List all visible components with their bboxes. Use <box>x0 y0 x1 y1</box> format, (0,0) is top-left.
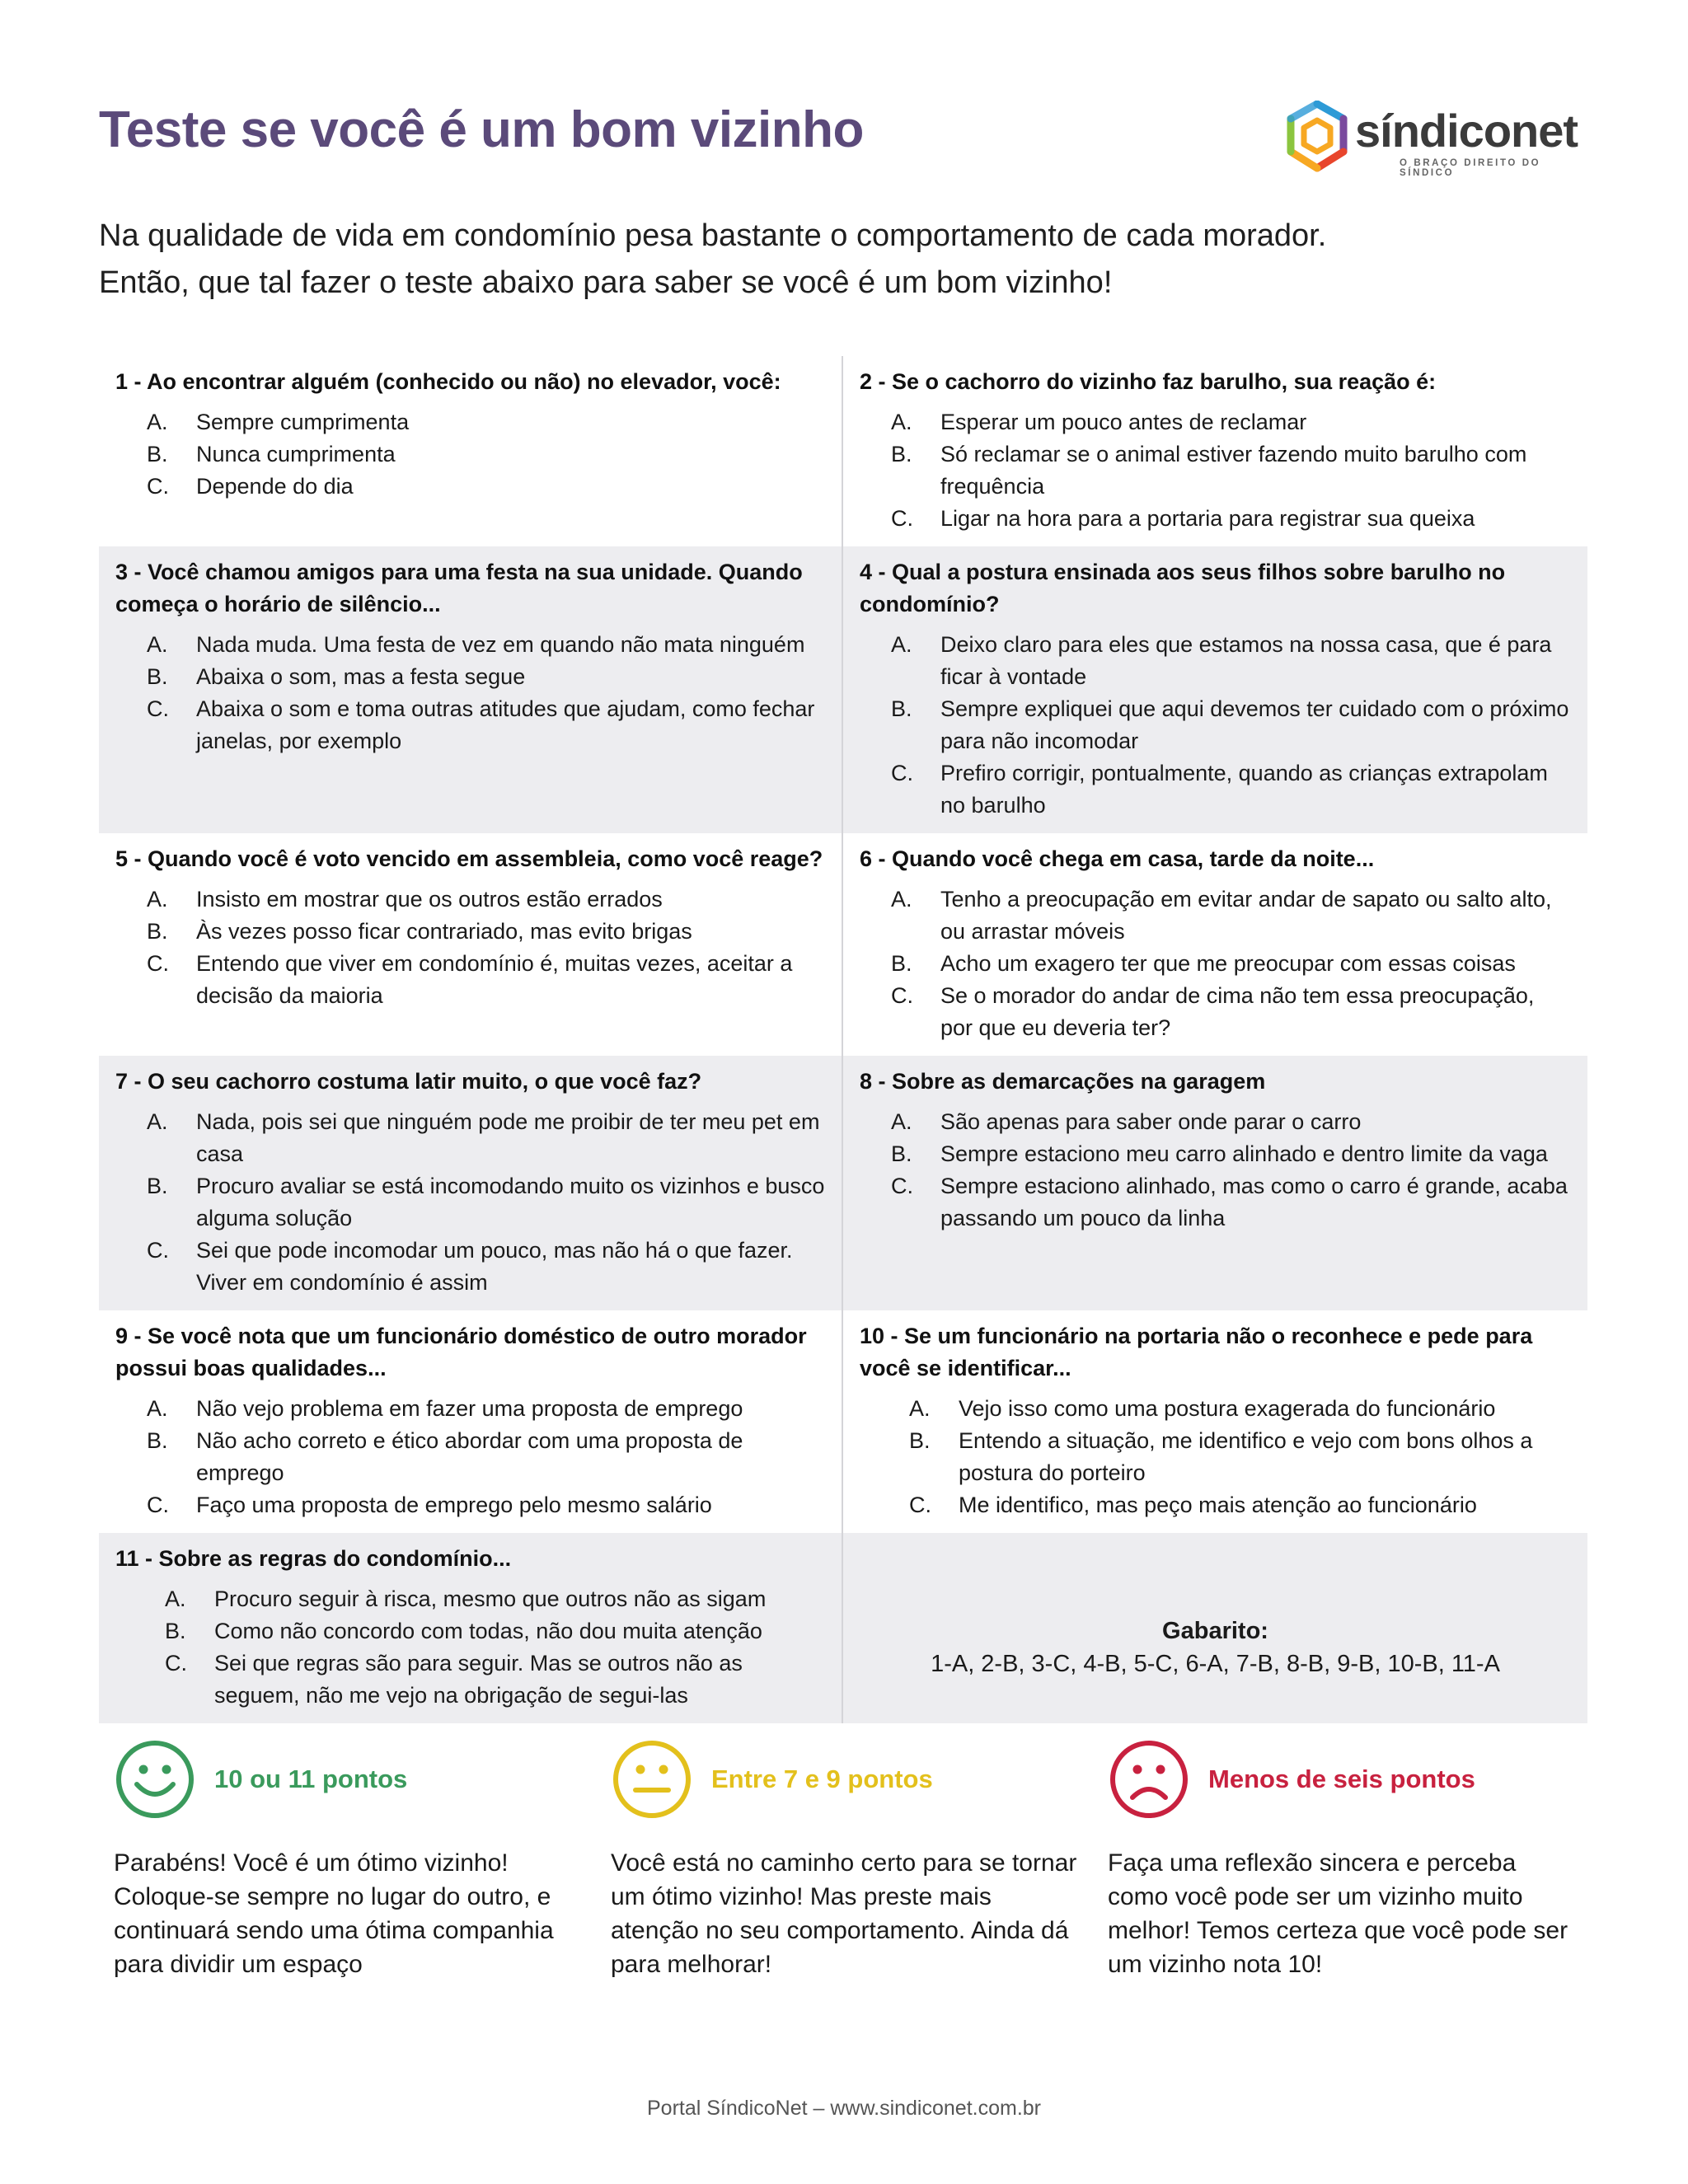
question-6 <box>843 833 1587 1056</box>
option-text: Entendo a situação, me identifico e vejo com bons olhos a postura do porteiro <box>959 1428 1533 1485</box>
option-letter: B. <box>147 442 168 466</box>
option-letter: B. <box>891 696 912 721</box>
option-text: Como não concordo com todas, não dou muita atenção <box>214 1619 762 1643</box>
option-text: Faço uma proposta de emprego pelo mesmo salário <box>196 1493 712 1517</box>
logo-name: síndiconet <box>1355 105 1578 157</box>
footer: Portal SíndicoNet – www.sindiconet.com.br <box>647 2097 1041 2120</box>
option-item <box>115 471 825 503</box>
option-text: Insisto em mostrar que os outros estão errados <box>196 887 663 912</box>
option-item <box>860 1393 1571 1425</box>
result-title: Menos de seis pontos <box>1208 1765 1475 1793</box>
result-mid <box>596 1734 1093 1981</box>
option-letter: B. <box>147 1174 168 1198</box>
options-list <box>115 1106 825 1299</box>
option-text: Não vejo problema em fazer uma proposta de emprego <box>196 1396 743 1421</box>
option-letter: C. <box>909 1493 931 1517</box>
question-text: 5 - Quando você é voto vencido em assembleia, como você reage? <box>115 846 823 871</box>
result-high <box>99 1734 596 1981</box>
option-letter: A. <box>891 887 912 912</box>
option-item <box>115 438 825 471</box>
question-text: 3 - Você chamou amigos para uma festa na sua unidade. Quando começa o horário de silêncio... <box>115 560 803 616</box>
options-list <box>860 406 1571 535</box>
option-letter: C. <box>891 983 913 1008</box>
option-text: Sei que regras são para seguir. Mas se outros não as seguem, não me vejo na obrigação de segui-las <box>214 1651 743 1708</box>
happy-face-icon <box>114 1738 196 1821</box>
option-letter: C. <box>147 951 169 976</box>
option-item <box>115 1489 825 1521</box>
option-letter: B. <box>147 1428 168 1453</box>
option-letter: B. <box>909 1428 931 1453</box>
hexagon-logo-icon <box>1286 101 1348 173</box>
question-2 <box>843 356 1587 546</box>
question-text: 1 - Ao encontrar alguém (conhecido ou não) no elevador, você: <box>115 369 781 394</box>
option-item <box>860 1170 1571 1235</box>
option-item <box>860 883 1571 948</box>
question-text: 6 - Quando você chega em casa, tarde da noite... <box>860 846 1375 871</box>
result-text: Você está no caminho certo para se tornar um ótimo vizinho! Mas preste mais atenção no seu comportamento. Ainda dá para melhorar! <box>611 1849 1077 1978</box>
question-10 <box>843 1310 1587 1533</box>
question-text: 8 - Sobre as demarcações na garagem <box>860 1069 1266 1094</box>
option-item <box>115 948 825 1012</box>
option-text: Abaixa o som, mas a festa segue <box>196 664 526 689</box>
option-text: Tenho a preocupação em evitar andar de sapato ou salto alto, ou arrastar móveis <box>940 887 1552 944</box>
option-item <box>115 1615 825 1647</box>
option-text: Prefiro corrigir, pontualmente, quando as crianças extrapolam no barulho <box>940 761 1548 818</box>
option-item <box>860 438 1571 503</box>
option-letter: A. <box>891 632 912 657</box>
option-item <box>860 980 1571 1044</box>
option-letter: B. <box>147 664 168 689</box>
option-text: Esperar um pouco antes de reclamar <box>940 410 1307 434</box>
page-title: Teste se você é um bom vizinho <box>99 101 864 158</box>
option-text: Me identifico, mas peço mais atenção ao funcionário <box>959 1493 1477 1517</box>
option-text: Só reclamar se o animal estiver fazendo muito barulho com frequência <box>940 442 1527 499</box>
question-8 <box>843 1056 1587 1310</box>
question-4 <box>843 546 1587 833</box>
option-text: Acho um exagero ter que me preocupar com essas coisas <box>940 951 1516 976</box>
result-text: Parabéns! Você é um ótimo vizinho! Coloque-se sempre no lugar do outro, e continuará sendo uma ótima companhia para dividir um espaço <box>114 1849 554 1978</box>
option-text: Deixo claro para eles que estamos na nossa casa, que é para ficar à vontade <box>940 632 1552 689</box>
result-low <box>1093 1734 1590 1981</box>
answer-key <box>843 1533 1587 1723</box>
intro-text <box>99 213 1582 307</box>
option-text: Depende do dia <box>196 474 354 499</box>
results-section <box>99 1734 1591 1981</box>
option-item <box>860 406 1571 438</box>
logo-tagline: O BRAÇO DIREITO DO SÍNDICO <box>1400 158 1541 178</box>
option-item <box>115 1583 825 1615</box>
option-letter: C. <box>147 1238 169 1263</box>
option-item <box>115 661 825 693</box>
question-text: 2 - Se o cachorro do vizinho faz barulho, sua reação é: <box>860 369 1437 394</box>
options-list <box>115 629 825 757</box>
option-item <box>860 629 1571 693</box>
option-item <box>115 1106 825 1170</box>
option-letter: A. <box>147 1109 168 1134</box>
option-item <box>115 693 825 757</box>
intro-line: Na qualidade de vida em condomínio pesa bastante o comportamento de cada morador. <box>99 218 1327 253</box>
option-text: Vejo isso como uma postura exagerada do funcionário <box>959 1396 1496 1421</box>
sindiconet-logo <box>1286 97 1582 180</box>
option-letter: A. <box>891 1109 912 1134</box>
option-letter: A. <box>147 887 168 912</box>
option-item <box>115 1425 825 1489</box>
options-list <box>860 1106 1571 1235</box>
options-list <box>860 629 1571 822</box>
option-letter: C. <box>147 1493 169 1517</box>
option-letter: C. <box>891 761 913 785</box>
option-text: Nada muda. Uma festa de vez em quando não mata ninguém <box>196 632 805 657</box>
question-text: 10 - Se um funcionário na portaria não o reconhece e pede para você se identificar... <box>860 1324 1533 1380</box>
option-letter: A. <box>147 632 168 657</box>
option-item <box>115 406 825 438</box>
option-letter: A. <box>147 410 168 434</box>
option-letter: C. <box>147 696 169 721</box>
option-text: Procuro seguir à risca, mesmo que outros não as sigam <box>214 1586 767 1611</box>
answer-key-title: Gabarito: <box>1162 1617 1268 1644</box>
question-text: 4 - Qual a postura ensinada aos seus filhos sobre barulho no condomínio? <box>860 560 1506 616</box>
option-letter: A. <box>165 1586 186 1611</box>
option-letter: C. <box>165 1651 187 1675</box>
option-text: Abaixa o som e toma outras atitudes que ajudam, como fechar janelas, por exemplo <box>196 696 815 753</box>
option-item <box>115 629 825 661</box>
option-letter: A. <box>909 1396 931 1421</box>
result-title: 10 ou 11 pontos <box>214 1765 408 1793</box>
option-text: Não acho correto e ético abordar com uma proposta de emprego <box>196 1428 743 1485</box>
option-item <box>860 1489 1571 1521</box>
question-9 <box>99 1310 843 1533</box>
question-text: 11 - Sobre as regras do condomínio... <box>115 1546 512 1571</box>
intro-line: Então, que tal fazer o teste abaixo para saber se você é um bom vizinho! <box>99 265 1113 300</box>
option-item <box>860 1138 1571 1170</box>
option-letter: C. <box>147 474 169 499</box>
option-item <box>115 1235 825 1299</box>
quiz-grid <box>99 356 1587 1723</box>
options-list <box>115 406 825 503</box>
option-text: Sempre expliquei que aqui devemos ter cuidado com o próximo para não incomodar <box>940 696 1569 753</box>
question-text: 7 - O seu cachorro costuma latir muito, o que você faz? <box>115 1069 702 1094</box>
option-letter: B. <box>891 1141 912 1166</box>
option-text: Nada, pois sei que ninguém pode me proibir de ter meu pet em casa <box>196 1109 820 1166</box>
result-text: Faça uma reflexão sincera e perceba como você pode ser um vizinho muito melhor! Temos certeza que você pode ser um vizinho nota 10! <box>1108 1849 1568 1978</box>
option-text: Sempre cumprimenta <box>196 410 410 434</box>
sad-face-icon <box>1108 1738 1190 1821</box>
question-text: 9 - Se você nota que um funcionário doméstico de outro morador possui boas qualidades... <box>115 1324 807 1380</box>
option-text: Sempre estaciono alinhado, mas como o carro é grande, acaba passando um pouco da linha <box>940 1174 1568 1230</box>
option-letter: A. <box>891 410 912 434</box>
result-title: Entre 7 e 9 pontos <box>711 1765 933 1793</box>
option-item <box>860 503 1571 535</box>
option-letter: B. <box>147 919 168 944</box>
options-list <box>860 1393 1571 1521</box>
question-7 <box>99 1056 843 1310</box>
option-text: Sempre estaciono meu carro alinhado e dentro limite da vaga <box>940 1141 1548 1166</box>
option-letter: C. <box>891 506 913 531</box>
option-text: Ligar na hora para a portaria para registrar sua queixa <box>940 506 1475 531</box>
option-item <box>860 1106 1571 1138</box>
option-letter: A. <box>147 1396 168 1421</box>
option-text: Se o morador do andar de cima não tem essa preocupação, por que eu deveria ter? <box>940 983 1535 1040</box>
option-item <box>115 883 825 916</box>
option-text: Entendo que viver em condomínio é, muitas vezes, aceitar a decisão da maioria <box>196 951 793 1008</box>
options-list <box>115 1393 825 1521</box>
option-letter: B. <box>891 951 912 976</box>
option-item <box>115 1647 825 1712</box>
question-1 <box>99 356 843 546</box>
question-3 <box>99 546 843 833</box>
option-item <box>860 693 1571 757</box>
option-letter: B. <box>891 442 912 466</box>
option-text: Sei que pode incomodar um pouco, mas não há o que fazer. Viver em condomínio é assim <box>196 1238 793 1295</box>
options-list <box>860 883 1571 1044</box>
question-11 <box>99 1533 843 1723</box>
question-5 <box>99 833 843 1056</box>
option-letter: B. <box>165 1619 186 1643</box>
option-letter: C. <box>891 1174 913 1198</box>
answer-key-answers: 1-A, 2-B, 3-C, 4-B, 5-C, 6-A, 7-B, 8-B, 9-B, 10-B, 11-A <box>931 1650 1500 1677</box>
neutral-face-icon <box>611 1738 693 1821</box>
option-text: Às vezes posso ficar contrariado, mas evito brigas <box>196 919 692 944</box>
option-text: Procuro avaliar se está incomodando muito os vizinhos e busco alguma solução <box>196 1174 825 1230</box>
option-item <box>115 1393 825 1425</box>
options-list <box>115 1583 825 1712</box>
option-item <box>860 1425 1571 1489</box>
options-list <box>115 883 825 1012</box>
option-text: Nunca cumprimenta <box>196 442 396 466</box>
option-item <box>115 916 825 948</box>
option-item <box>115 1170 825 1235</box>
option-item <box>860 757 1571 822</box>
option-item <box>860 948 1571 980</box>
option-text: São apenas para saber onde parar o carro <box>940 1109 1362 1134</box>
